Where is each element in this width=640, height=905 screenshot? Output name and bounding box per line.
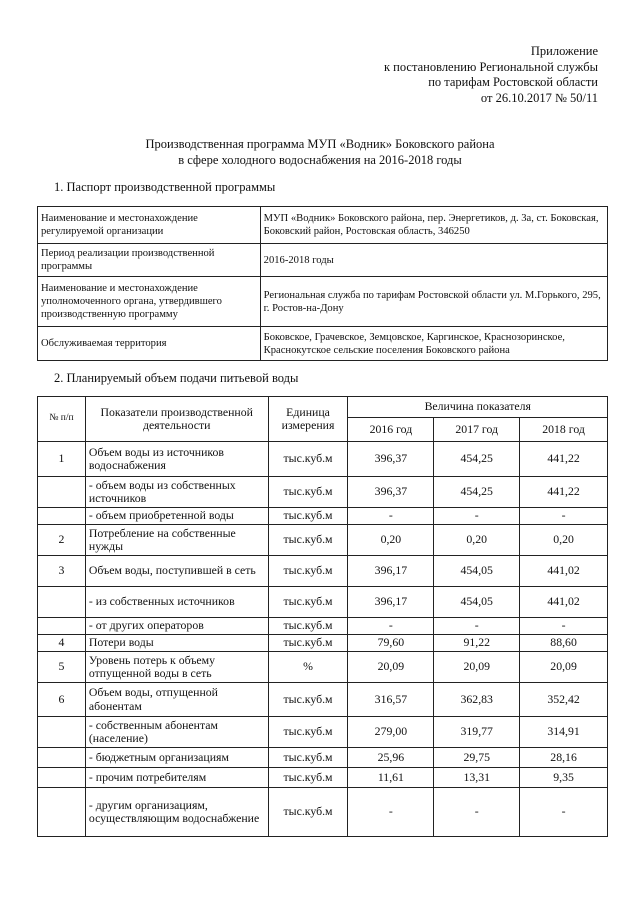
row-value-2018: - xyxy=(520,618,608,635)
row-value-2016: 79,60 xyxy=(348,635,434,652)
row-value-2017: 454,25 xyxy=(434,442,520,477)
row-value-2018: 88,60 xyxy=(520,635,608,652)
passport-value: Региональная служба по тарифам Ростовской области ул. М.Горького, 295, г. Ростов-на-Дону xyxy=(260,277,607,327)
appendix-header xyxy=(384,44,598,106)
row-indicator: - собственным абонентам (население) xyxy=(85,717,268,748)
row-value-2016: 0,20 xyxy=(348,525,434,556)
title-line-1: Производственная программа МУП «Водник» Боковского района xyxy=(145,137,495,151)
row-unit: тыс.куб.м xyxy=(268,525,348,556)
row-value-2016: - xyxy=(348,508,434,525)
header-num: № п/п xyxy=(38,397,86,442)
row-value-2017: - xyxy=(434,788,520,837)
table-row xyxy=(38,477,608,508)
row-value-2017: 454,05 xyxy=(434,587,520,618)
row-value-2018: 441,02 xyxy=(520,587,608,618)
row-indicator: Потребление на собственные нужды xyxy=(85,525,268,556)
table-row xyxy=(38,683,608,717)
header-year-2017: 2017 год xyxy=(434,418,520,442)
volume-rows xyxy=(38,442,608,837)
passport-row xyxy=(38,277,608,327)
row-indicator: - бюджетным организациям xyxy=(85,748,268,768)
passport-value: МУП «Водник» Боковского района, пер. Энергетиков, д. 3а, ст. Боковская, Боковский район, Ростовская область, 346250 xyxy=(260,207,607,244)
passport-label: Период реализации производственной программы xyxy=(38,244,261,277)
row-num xyxy=(38,768,86,788)
table-row xyxy=(38,525,608,556)
row-value-2016: 396,17 xyxy=(348,556,434,587)
row-unit: тыс.куб.м xyxy=(268,508,348,525)
row-num xyxy=(38,508,86,525)
title-line-2: в сфере холодного водоснабжения на 2016-2018 годы xyxy=(178,152,462,167)
row-unit: тыс.куб.м xyxy=(268,587,348,618)
row-num: 3 xyxy=(38,556,86,587)
row-unit: тыс.куб.м xyxy=(268,788,348,837)
row-value-2018: 314,91 xyxy=(520,717,608,748)
row-num xyxy=(38,717,86,748)
row-unit: тыс.куб.м xyxy=(268,477,348,508)
header-unit: Единица измерения xyxy=(268,397,348,442)
section-1-heading: 1. Паспорт производственной программы xyxy=(54,180,276,194)
row-num: 6 xyxy=(38,683,86,717)
table-row xyxy=(38,442,608,477)
row-num xyxy=(38,477,86,508)
header-year-2018: 2018 год xyxy=(520,418,608,442)
table-row xyxy=(38,556,608,587)
row-value-2016: - xyxy=(348,788,434,837)
row-indicator: - объем воды из собственных источников xyxy=(85,477,268,508)
row-value-2018: 441,22 xyxy=(520,442,608,477)
row-num: 1 xyxy=(38,442,86,477)
passport-row xyxy=(38,327,608,361)
appendix-line-1: Приложение xyxy=(530,44,598,58)
row-value-2018: - xyxy=(520,788,608,837)
table-row xyxy=(38,717,608,748)
row-unit: тыс.куб.м xyxy=(268,635,348,652)
appendix-line-2: к постановлению Региональной службы xyxy=(383,59,598,74)
row-indicator: - из собственных источников xyxy=(85,587,268,618)
row-indicator: - другим организациям, осуществляющим водоснабжение xyxy=(85,788,268,837)
row-value-2016: 396,17 xyxy=(348,587,434,618)
document-title xyxy=(0,137,640,168)
row-value-2016: 279,00 xyxy=(348,717,434,748)
header-year-2016: 2016 год xyxy=(348,418,434,442)
row-unit: тыс.куб.м xyxy=(268,556,348,587)
table-row xyxy=(38,652,608,683)
table-row xyxy=(38,748,608,768)
row-value-2018: 28,16 xyxy=(520,748,608,768)
passport-row xyxy=(38,207,608,244)
table-row xyxy=(38,768,608,788)
row-unit: тыс.куб.м xyxy=(268,618,348,635)
table-row xyxy=(38,587,608,618)
row-value-2018: 9,35 xyxy=(520,768,608,788)
row-indicator: - объем приобретенной воды xyxy=(85,508,268,525)
row-unit: % xyxy=(268,652,348,683)
passport-table xyxy=(37,206,608,361)
row-unit: тыс.куб.м xyxy=(268,683,348,717)
passport-label: Наименование и местонахождение регулируемой организации xyxy=(38,207,261,244)
row-indicator: - от других операторов xyxy=(85,618,268,635)
row-value-2018: 0,20 xyxy=(520,525,608,556)
row-value-2018: 352,42 xyxy=(520,683,608,717)
row-value-2017: 454,05 xyxy=(434,556,520,587)
header-value: Величина показателя xyxy=(348,397,608,418)
row-value-2016: 396,37 xyxy=(348,477,434,508)
row-value-2018: 441,02 xyxy=(520,556,608,587)
row-value-2017: 0,20 xyxy=(434,525,520,556)
row-unit: тыс.куб.м xyxy=(268,442,348,477)
table-row xyxy=(38,508,608,525)
row-value-2018: 20,09 xyxy=(520,652,608,683)
row-value-2017: 29,75 xyxy=(434,748,520,768)
row-num xyxy=(38,587,86,618)
row-value-2016: 20,09 xyxy=(348,652,434,683)
header-row xyxy=(38,397,608,418)
header-indicator: Показатели производственной деятельности xyxy=(85,397,268,442)
row-unit: тыс.куб.м xyxy=(268,748,348,768)
row-value-2016: 25,96 xyxy=(348,748,434,768)
row-value-2017: 362,83 xyxy=(434,683,520,717)
row-value-2018: 441,22 xyxy=(520,477,608,508)
row-num: 4 xyxy=(38,635,86,652)
row-value-2017: 13,31 xyxy=(434,768,520,788)
table-row xyxy=(38,618,608,635)
row-num: 2 xyxy=(38,525,86,556)
row-num: 5 xyxy=(38,652,86,683)
row-value-2017: 20,09 xyxy=(434,652,520,683)
row-unit: тыс.куб.м xyxy=(268,768,348,788)
row-value-2016: 11,61 xyxy=(348,768,434,788)
row-value-2016: 316,57 xyxy=(348,683,434,717)
passport-value: 2016-2018 годы xyxy=(260,244,607,277)
row-num xyxy=(38,618,86,635)
row-value-2018: - xyxy=(520,508,608,525)
row-value-2017: 454,25 xyxy=(434,477,520,508)
appendix-line-4: от 26.10.2017 № 50/11 xyxy=(480,90,598,105)
passport-value: Боковское, Грачевское, Земцовское, Каргинское, Краснозоринское, Краснокутское сельские поселения Боковского района xyxy=(260,327,607,361)
row-unit: тыс.куб.м xyxy=(268,717,348,748)
row-indicator: Объем воды, поступившей в сеть xyxy=(85,556,268,587)
row-num xyxy=(38,748,86,768)
row-value-2017: - xyxy=(434,618,520,635)
section-2-heading: 2. Планируемый объем подачи питьевой воды xyxy=(54,371,299,385)
row-indicator: - прочим потребителям xyxy=(85,768,268,788)
row-indicator: Потери воды xyxy=(85,635,268,652)
passport-row xyxy=(38,244,608,277)
appendix-line-3: по тарифам Ростовской области xyxy=(428,75,598,89)
row-value-2017: 319,77 xyxy=(434,717,520,748)
water-volume-table xyxy=(37,396,608,837)
passport-label: Обслуживаемая территория xyxy=(38,327,261,361)
row-value-2017: - xyxy=(434,508,520,525)
row-value-2016: 396,37 xyxy=(348,442,434,477)
row-indicator: Объем воды из источников водоснабжения xyxy=(85,442,268,477)
row-num xyxy=(38,788,86,837)
table-row xyxy=(38,635,608,652)
row-value-2017: 91,22 xyxy=(434,635,520,652)
passport-label: Наименование и местонахождение уполномоченного органа, утвердившего производственную программу xyxy=(38,277,261,327)
row-value-2016: - xyxy=(348,618,434,635)
row-indicator: Уровень потерь к объему отпущенной воды в сеть xyxy=(85,652,268,683)
table-row xyxy=(38,788,608,837)
row-indicator: Объем воды, отпущенной абонентам xyxy=(85,683,268,717)
